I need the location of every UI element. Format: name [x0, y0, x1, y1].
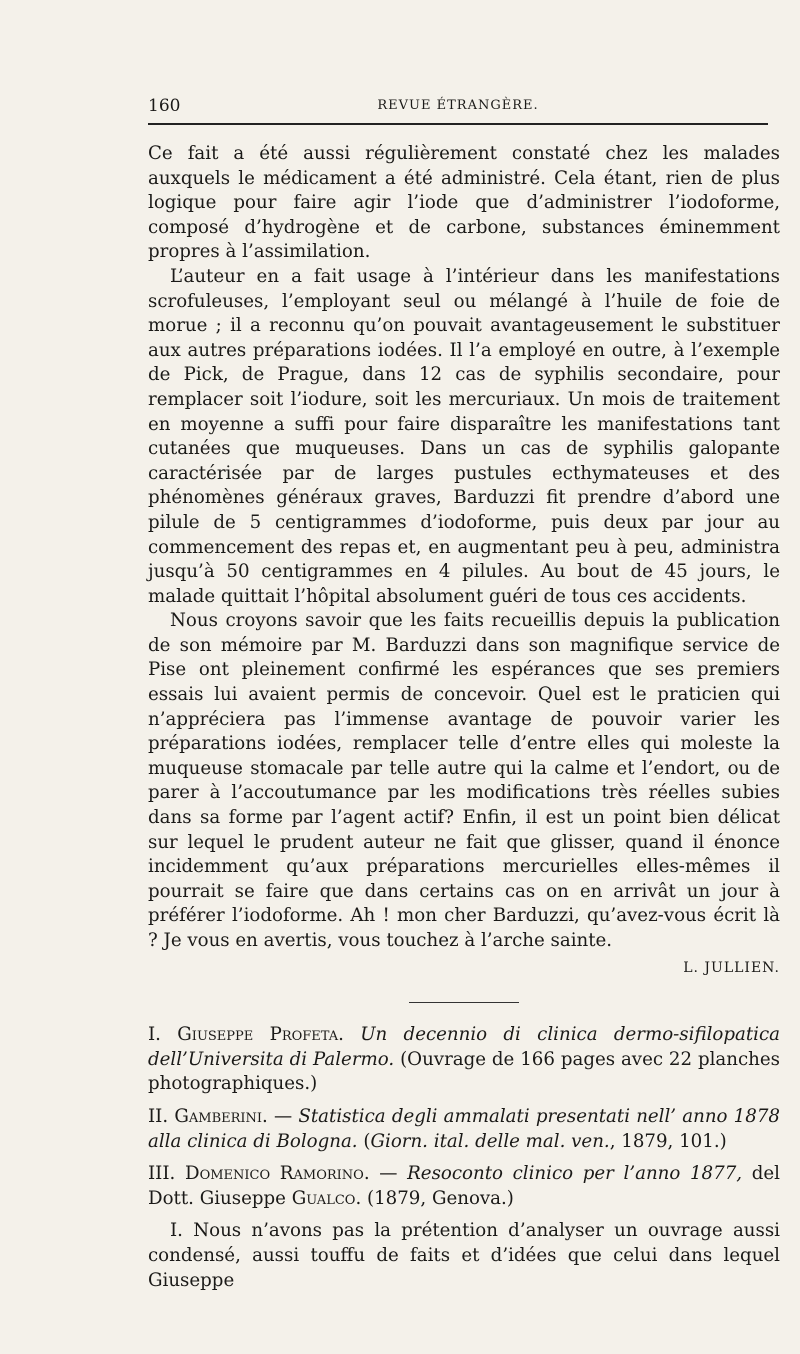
reference-note: (Ouvrage de 166 pages avec 22 planches photographiques.) [148, 1048, 780, 1095]
reference-dash: — [274, 1105, 293, 1127]
reference-item [148, 1023, 780, 1097]
paragraph-2: L’auteur en a fait usage à l’intérieur dans les manifestations scrofuleuses, l’employant seul ou mélangé à l’huile de foie de morue ; il a reconnu qu’on pouvait avantageusement le substituer aux autres préparations iodées. Il l’a employé en outre, à l’exemple de Pick, de Prague, dans 12 cas de syphilis secondaire, pour remplacer soit l’iodure, soit les mercuriaux. Un mois de traitement en moyenne a suffi pour faire disparaître les manifestations tant cutanées que muqueuses. Dans un cas de syphilis galopante caractérisée par de larges pustules ecthymateuses et des phénomènes généraux graves, Barduzzi fit prendre d’abord une pilule de 5 centigrammes d’iodoforme, puis deux par jour au commencement des repas et, en augmentant peu à peu, administra jusqu’à 50 centigrammes en 4 pilules. Au bout de 45 jours, le malade quittait l’hôpital absolument guéri de tous ces accidents. [148, 265, 780, 607]
reference-author: Giuseppe Profeta. [177, 1024, 344, 1046]
page-number: 160 [148, 96, 181, 116]
reference-item [148, 1105, 780, 1154]
reference-list [148, 1023, 780, 1211]
reference-title: Un decennio di clinica dermo-sifilopatica dell’Universita di Palermo. [148, 1024, 780, 1070]
reference-number: I. [148, 1024, 161, 1046]
reference-author: Domenico Ramorino. [185, 1163, 370, 1185]
text-body [148, 142, 780, 1293]
header-rule [148, 123, 768, 125]
reference-source-open: ( [363, 1130, 371, 1152]
reference-item [148, 1162, 780, 1211]
reference-title: Resoconto clinico per l’anno 1877, [407, 1163, 743, 1185]
running-title: REVUE ÉTRANGÈRE. [377, 98, 539, 113]
section-divider [409, 1002, 519, 1003]
page-header [148, 96, 768, 122]
reference-line2-prefix: Dott. Giuseppe [148, 1187, 286, 1209]
author-signature: L. JULLIEN. [683, 959, 780, 976]
reference-source: , 1879, 101.) [609, 1130, 727, 1152]
reference-title: Statistica degli ammalati presentati nell’ anno 1878 alla clinica di Bologna. [148, 1105, 780, 1152]
reference-author: Gamberini. [174, 1105, 268, 1127]
reference-journal: Giorn. ital. delle mal. ven. [370, 1130, 610, 1152]
reference-number: III. [148, 1163, 176, 1185]
reference-line2-rest: . (1879, Genova.) [355, 1187, 514, 1209]
paragraph-3: Nous croyons savoir que les faits recueillis depuis la publication de son mémoire par M. Barduzzi dans son magnifique service de Pise ont pleinement confirmé les espérances que ses premiers essais lui avaient permis de concevoir. Quel est le praticien qui n’appréciera pas l’immense avantage de pouvoir varier les préparations iodées, remplacer telle d’entre elles qui moleste la muqueuse stomacale par telle autre qui la calme et l’endort, ou de parer à l’accoutumance par les modifications très réelles subies dans sa forme par l’agent actif? Enfin, il est un point bien délicat sur lequel le prudent auteur ne fait que glisser, quand il énonce incidemment qu’aux préparations mercurielles elles-mêmes il pourrait se faire que dans certains cas on en arrivât un jour à préférer l’iodoforme. Ah ! mon cher Barduzzi, qu’avez-vous écrit là ? Je vous en avertis, vous touchez à l’arche sainte. [148, 610, 780, 951]
reference-person-name: Gualco [291, 1187, 356, 1209]
reference-dash: — [379, 1163, 398, 1185]
paragraph-final: I. Nous n’avons pas la prétention d’analyser un ouvrage aussi condensé, aussi touffu de faits et d’idées que celui dans lequel Giuseppe [148, 1220, 780, 1291]
reference-number: II. [148, 1105, 169, 1127]
reference-line1-end: del [751, 1163, 780, 1185]
paragraph-1: Ce fait a été aussi régulièrement constaté chez les malades auxquels le médicament a été administré. Cela étant, rien de plus logique pour faire agir l’iode que d’administrer l’iodoforme, composé d’hydrogène et de carbone, substances éminemment propres à l’assimilation. [148, 143, 780, 263]
